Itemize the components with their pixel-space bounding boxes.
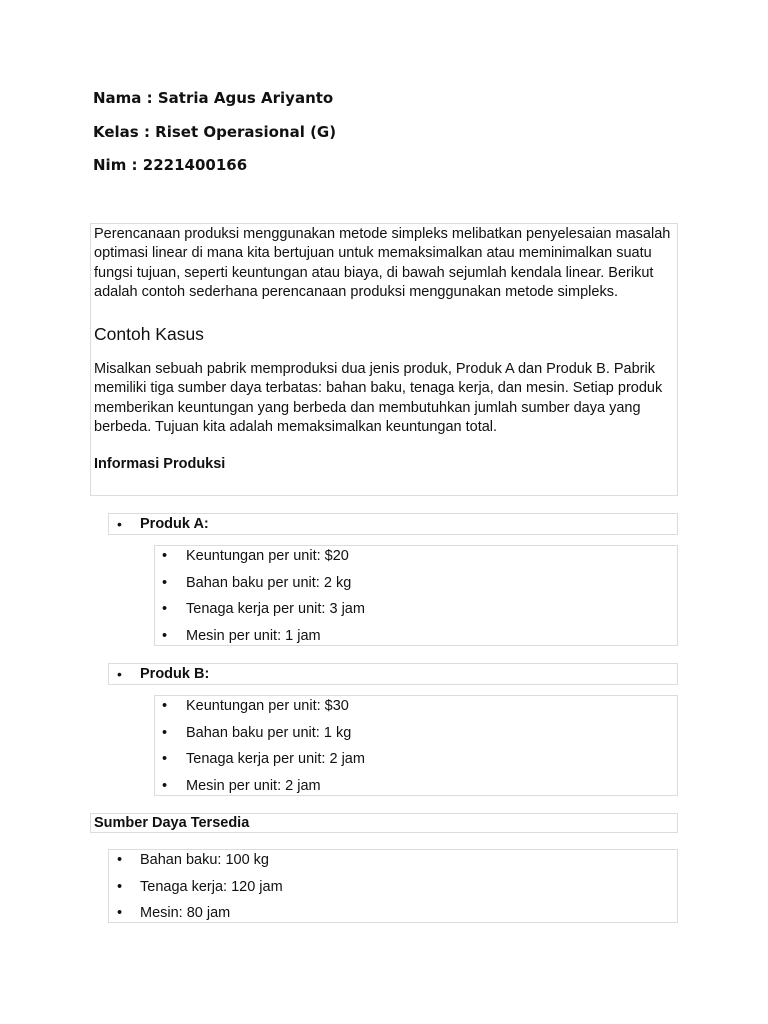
list-item — [155, 573, 677, 600]
list-item-text: Tenaga kerja: 120 jam — [140, 878, 283, 895]
student-name: Nama : Satria Agus Ariyanto — [93, 89, 334, 107]
list-item — [155, 626, 677, 653]
intro-paragraph: Perencanaan produksi menggunakan metode simpleks melibatkan penyelesaian masalah optimasi linear di mana kita bertujuan untuk memaksimalkan atau meminimalkan suatu fungsi tujuan, seperti keuntungan atau biaya, di bawah sejumlah kendala linear. Berikut adalah contoh sederhana perencanaan produksi menggunakan metode simpleks. — [94, 226, 671, 300]
list-item — [109, 903, 677, 930]
resources-list — [108, 849, 678, 923]
production-info-heading: Informasi Produksi — [94, 456, 226, 473]
bullet-icon: • — [162, 751, 168, 768]
bullet-icon: • — [162, 698, 168, 714]
student-class: Kelas : Riset Operasional (G) — [93, 123, 337, 141]
list-item — [155, 749, 677, 776]
bullet-icon: • — [117, 666, 122, 682]
bullet-icon: • — [117, 878, 123, 895]
section-title-contoh-kasus: Contoh Kasus — [94, 324, 204, 345]
student-nim: Nim : 2221400166 — [93, 156, 248, 174]
list-item-text: Bahan baku per unit: 2 kg — [186, 574, 352, 591]
product-a-details — [154, 545, 678, 646]
list-item — [155, 696, 677, 723]
bullet-icon: • — [162, 724, 168, 741]
bullet-icon: • — [162, 601, 168, 618]
product-a-label: Produk A: — [140, 516, 209, 532]
list-item-text: Bahan baku: 100 kg — [140, 852, 269, 868]
product-a-heading — [108, 513, 678, 535]
resources-heading-box — [90, 813, 678, 833]
list-item-text: Tenaga kerja per unit: 2 jam — [186, 751, 365, 768]
bullet-icon: • — [117, 852, 123, 868]
list-item-text: Bahan baku per unit: 1 kg — [186, 724, 352, 741]
bullet-icon: • — [117, 516, 122, 532]
list-item — [109, 877, 677, 904]
bullet-icon: • — [162, 627, 168, 644]
case-paragraph: Misalkan sebuah pabrik memproduksi dua jenis produk, Produk A dan Produk B. Pabrik memiliki tiga sumber daya terbatas: bahan baku, tenaga kerja, dan mesin. Setiap produk memberikan keuntungan yang berbeda dan membutuhkan jumlah sumber daya yang berbeda. Tujuan kita adalah memaksimalkan keuntungan total. — [94, 361, 663, 436]
bullet-icon: • — [162, 574, 168, 591]
bullet-icon: • — [162, 548, 168, 564]
list-item-text: Mesin per unit: 1 jam — [186, 627, 321, 644]
product-b-heading — [108, 663, 678, 685]
list-item-text: Keuntungan per unit: $20 — [186, 548, 349, 564]
bullet-icon: • — [117, 905, 123, 922]
list-item-text: Tenaga kerja per unit: 3 jam — [186, 601, 365, 618]
intro-section — [90, 223, 678, 496]
list-item-text: Keuntungan per unit: $30 — [186, 698, 349, 714]
list-item — [155, 546, 677, 573]
bullet-icon: • — [162, 777, 168, 794]
product-b-details — [154, 695, 678, 796]
list-item-text: Mesin per unit: 2 jam — [186, 777, 321, 794]
list-item — [155, 776, 677, 803]
list-item — [155, 723, 677, 750]
product-b-label: Produk B: — [140, 666, 210, 682]
list-item — [155, 599, 677, 626]
resources-heading: Sumber Daya Tersedia — [94, 815, 250, 831]
list-item — [109, 850, 677, 877]
list-item-text: Mesin: 80 jam — [140, 905, 231, 922]
